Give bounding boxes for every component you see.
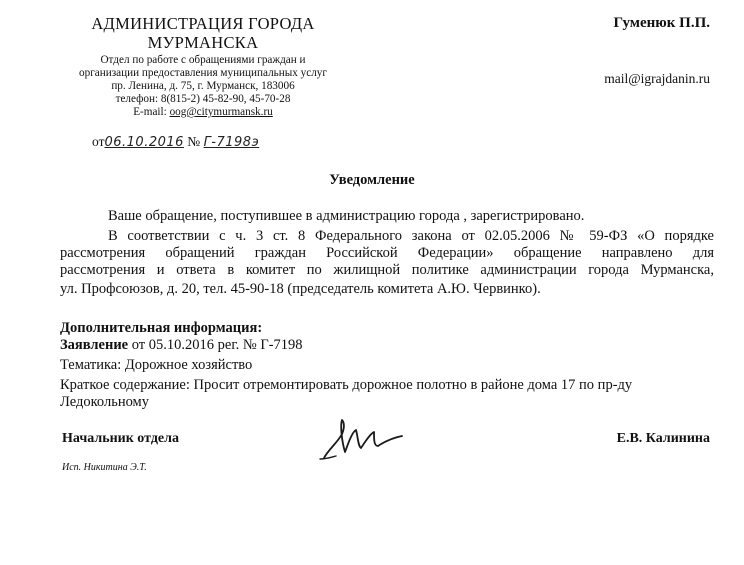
dept-line1: Отдел по работе с обращениями граждан и	[100, 54, 306, 66]
addressee-email: mail@igrajdanin.ru	[604, 71, 710, 86]
notice-p2-line2: рассмотрения обращений граждан Российской Федерации» обращение направлено для	[60, 245, 714, 261]
reg-date: 06.10.2016	[104, 135, 184, 150]
topic-line: Тематика: Дорожное хозяйство	[60, 357, 253, 373]
chief-position: Начальник отдела	[62, 431, 179, 446]
notice-p2-line3: рассмотрения и ответа в комитет по жилищной политике администрации города Мурманска,	[60, 262, 714, 278]
additional-heading: Дополнительная информация:	[60, 320, 263, 336]
signer-name: Е.В. Калинина	[616, 431, 710, 446]
signature-image	[318, 412, 408, 464]
org-title-line2: МУРМАНСКА	[147, 33, 259, 52]
org-phone: телефон: 8(815-2) 45-82-90, 45-70-28	[115, 93, 291, 105]
statement-value: от 05.10.2016 рег. № Г-7198	[128, 337, 303, 353]
notice-paragraph-1: Ваше обращение, поступившее в администрацию города , зарегистрировано.	[108, 208, 585, 224]
org-email-link[interactable]: oog@citymurmansk.ru	[169, 106, 273, 118]
notice-title: Уведомление	[329, 172, 415, 188]
org-title-line1: АДМИНИСТРАЦИЯ ГОРОДА	[91, 14, 315, 33]
reg-number: Г-7198э	[203, 135, 260, 150]
executor-note: Исп. Никитина Э.Т.	[62, 462, 147, 473]
org-email-line	[60, 105, 346, 119]
dept-line2: организации предоставления муниципальных услуг	[79, 67, 327, 79]
reg-number-label: №	[187, 134, 201, 149]
addressee-name: Гуменюк П.П.	[613, 15, 710, 31]
statement-label: Заявление	[60, 337, 129, 353]
notice-p2-line4: ул. Профсоюзов, д. 20, тел. 45-90-18 (председатель комитета А.Ю. Червинко).	[60, 281, 541, 297]
org-address: пр. Ленина, д. 75, г. Мурманск, 183006	[111, 80, 295, 92]
summary-line2: Ледокольному	[60, 394, 149, 410]
summary-line1: Краткое содержание: Просит отремонтировать дорожное полотно в районе дома 17 по пр-ду	[60, 377, 633, 393]
notice-p2-line1: В соответствии с ч. 3 ст. 8 Федерального закона от 02.05.2006 № 59-ФЗ «О порядке	[108, 228, 714, 244]
registration-line	[92, 134, 259, 150]
org-email-label: E-mail:	[133, 106, 170, 118]
statement-line	[60, 337, 303, 354]
reg-from-label: от	[92, 134, 105, 149]
